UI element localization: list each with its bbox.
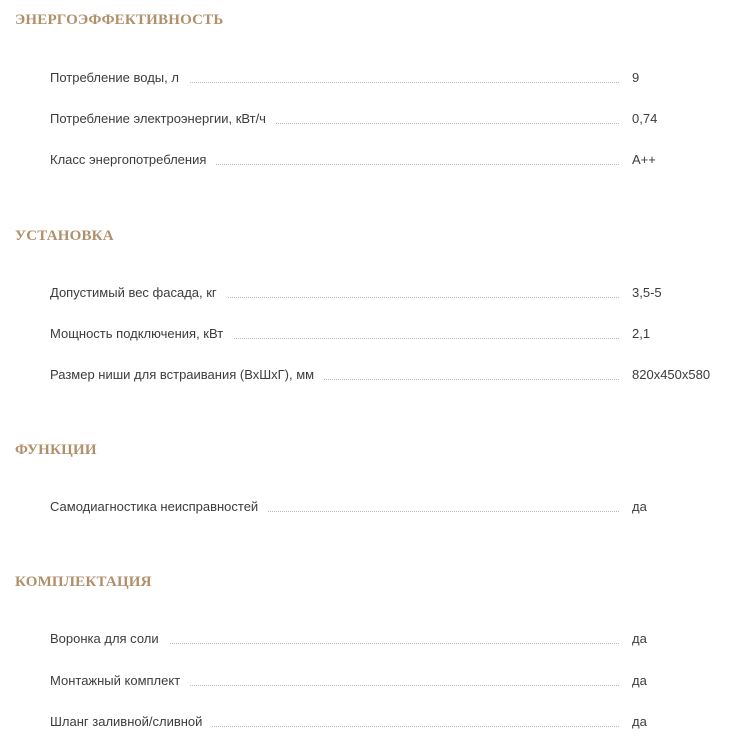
spec-row — [50, 150, 730, 170]
section-title-energy: ЭНЕРГОЭФФЕКТИВНОСТЬ — [15, 12, 224, 28]
spec-label: Потребление электроэнергии, кВт/ч — [50, 109, 276, 129]
spec-label: Размер ниши для встраивания (ВхШхГ), мм — [50, 365, 324, 385]
section-title-installation: УСТАНОВКА — [15, 228, 114, 244]
spec-row — [50, 671, 730, 691]
spec-label: Класс энергопотребления — [50, 150, 216, 170]
spec-row — [50, 283, 730, 303]
spec-row — [50, 712, 730, 732]
spec-row — [50, 109, 730, 129]
spec-value: 820x450x580 — [632, 367, 711, 382]
spec-value: A++ — [632, 152, 656, 167]
spec-value: да — [632, 714, 647, 729]
spec-label: Допустимый вес фасада, кг — [50, 283, 227, 303]
spec-value: 0,74 — [632, 111, 658, 126]
spec-label: Потребление воды, л — [50, 68, 189, 88]
spec-label: Мощность подключения, кВт — [50, 324, 233, 344]
spec-label: Воронка для соли — [50, 629, 169, 649]
spec-value: да — [632, 499, 647, 514]
spec-value: да — [632, 631, 647, 646]
spec-value: да — [632, 673, 647, 688]
spec-label: Шланг заливной/сливной — [50, 712, 212, 732]
spec-value: 3,5-5 — [632, 285, 662, 300]
section-title-package: КОМПЛЕКТАЦИЯ — [15, 574, 152, 590]
spec-label: Самодиагностика неисправностей — [50, 497, 268, 517]
section-title-functions: ФУНКЦИИ — [15, 442, 97, 458]
spec-row — [50, 497, 730, 517]
spec-value: 9 — [632, 70, 640, 85]
spec-label: Монтажный комплект — [50, 671, 190, 691]
spec-row — [50, 629, 730, 649]
spec-row — [50, 68, 730, 88]
spec-value: 2,1 — [632, 326, 651, 341]
spec-row — [50, 365, 730, 385]
spec-row — [50, 324, 730, 344]
